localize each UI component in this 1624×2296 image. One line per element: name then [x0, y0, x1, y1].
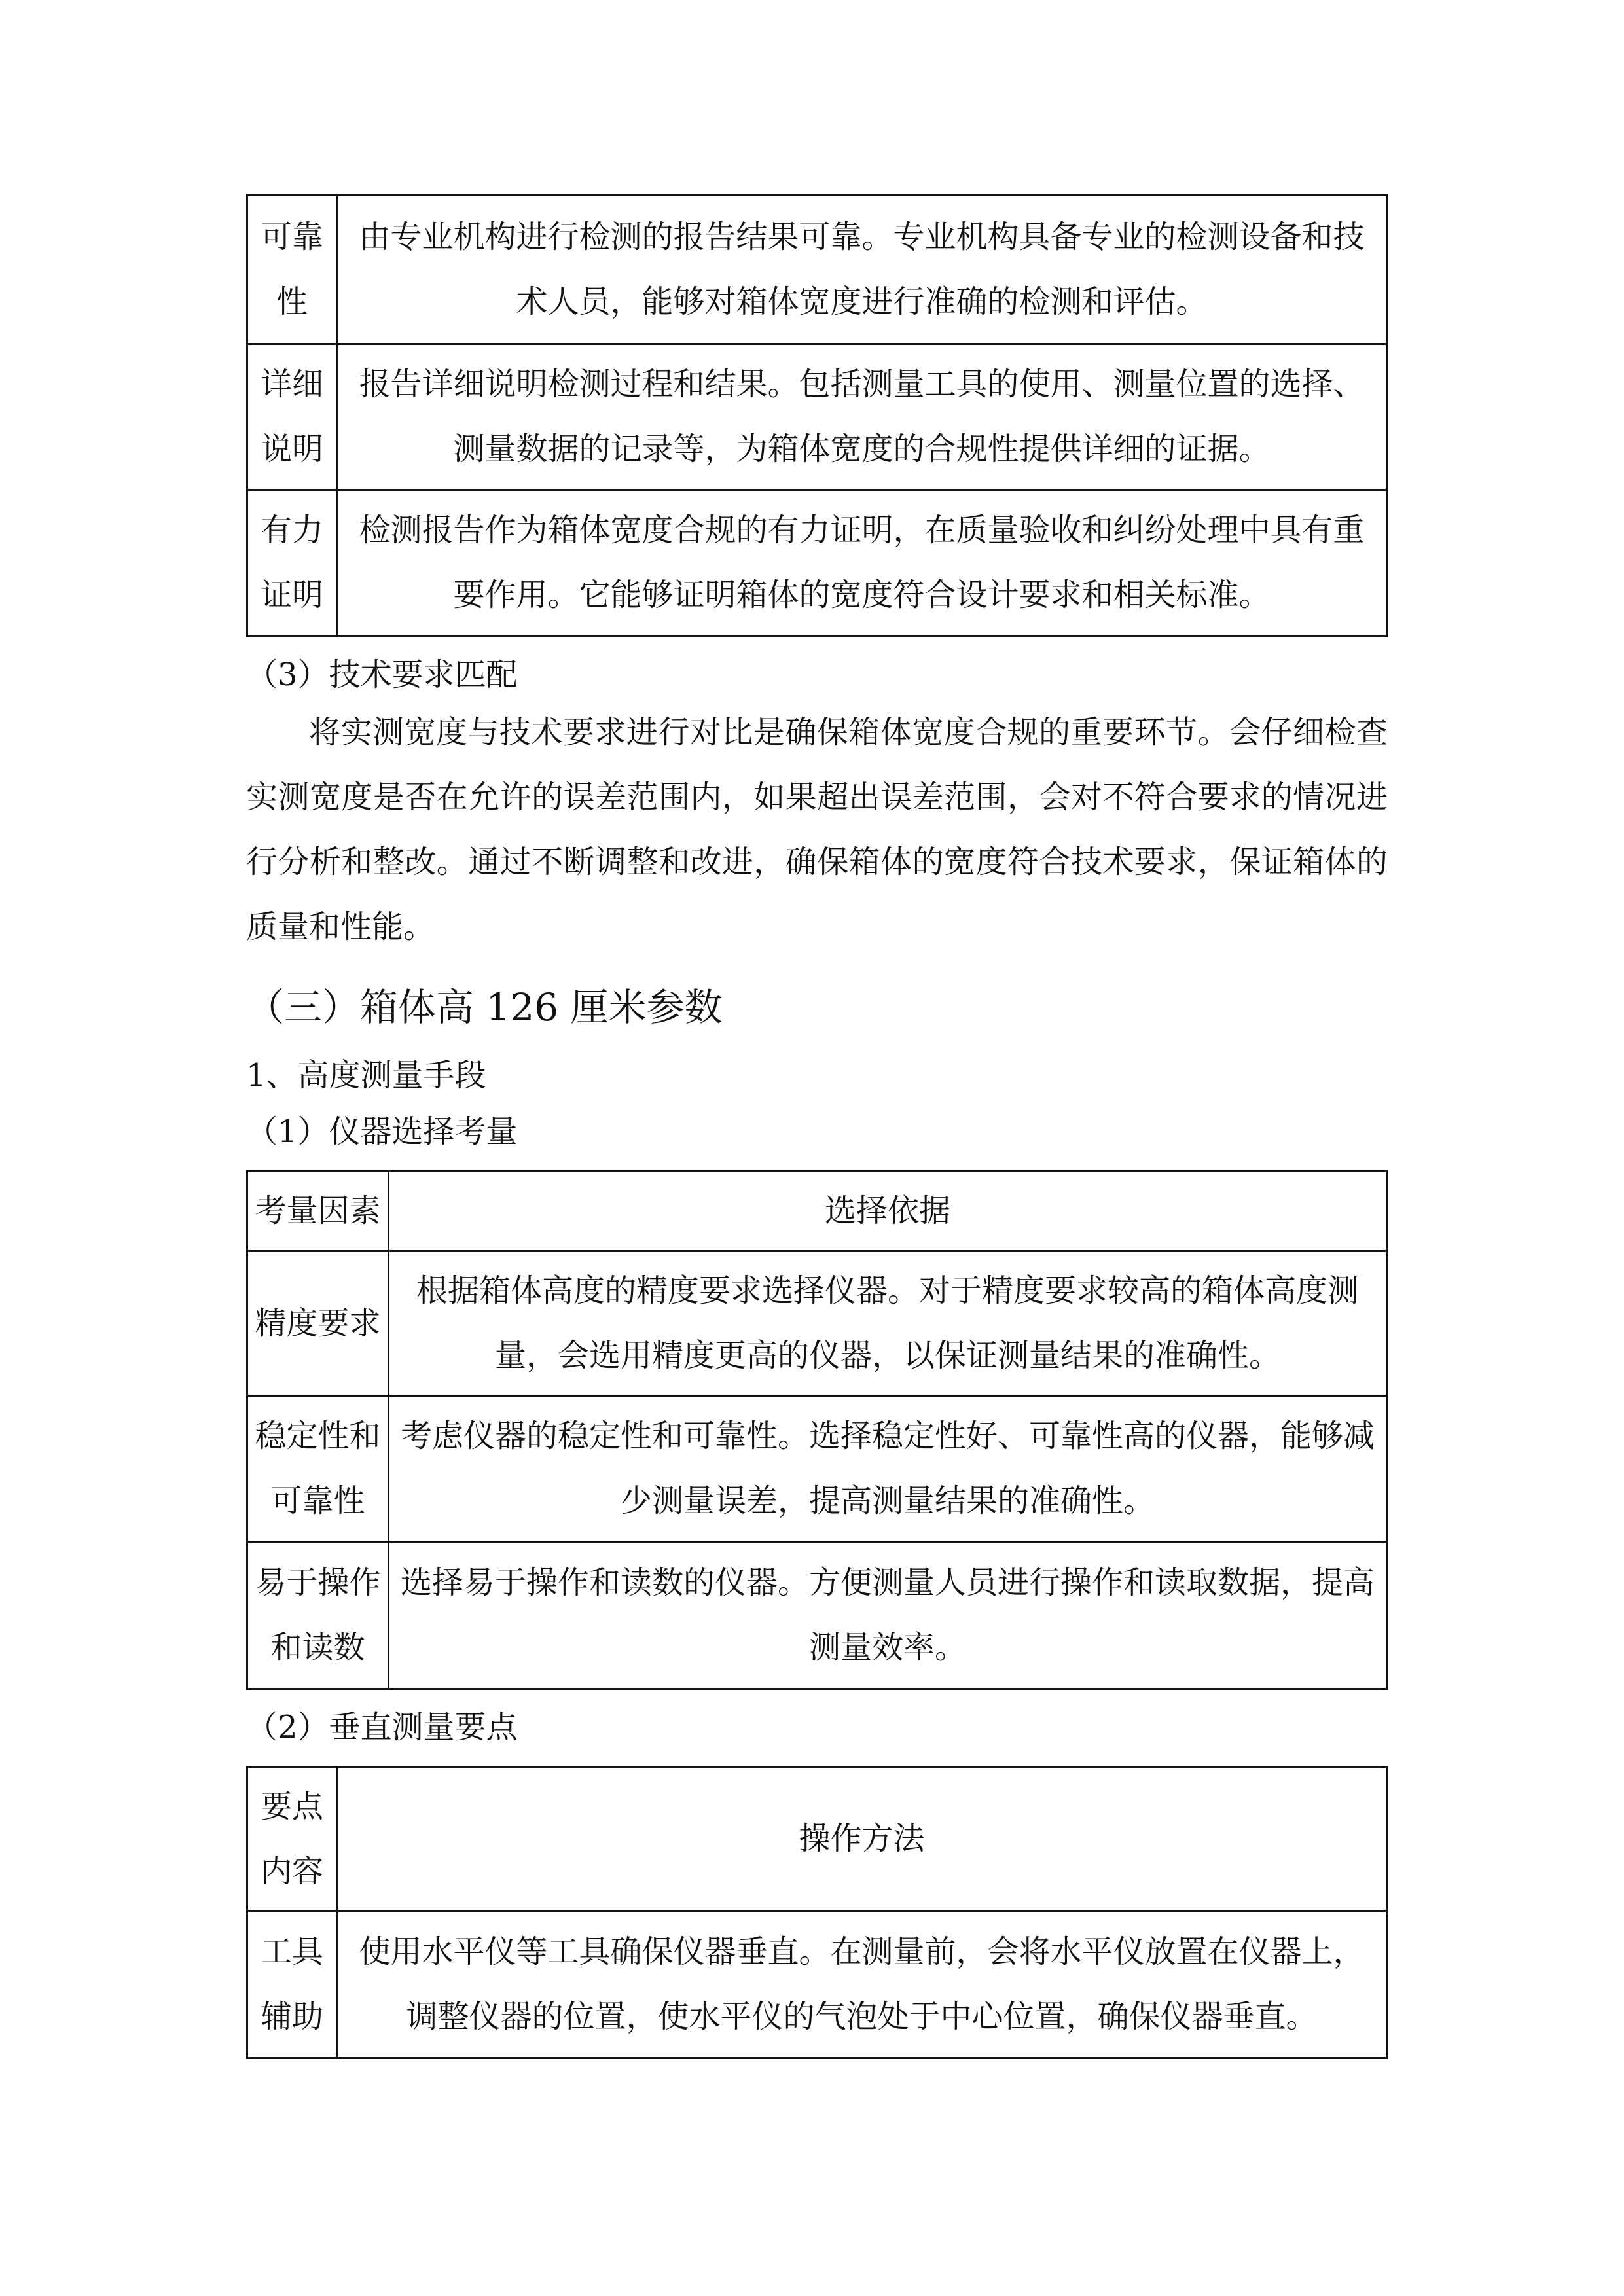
row-label: 可靠性	[247, 196, 337, 344]
row-label: 易于操作和读数	[247, 1542, 389, 1689]
subheading-instrument: （1）仪器选择考量	[246, 1113, 518, 1150]
row-text: 根据箱体高度的精度要求选择仪器。对于精度要求较高的箱体高度测量，会选用精度更高的仪器，以保证测量结果的准确性。	[389, 1251, 1387, 1396]
table-header-row	[247, 1767, 1387, 1911]
subheading-tech-match: （3）技术要求匹配	[246, 656, 518, 693]
table-row	[247, 1911, 1387, 2058]
table-width-report	[246, 194, 1388, 637]
row-label: 详细说明	[247, 344, 337, 490]
row-text: 选择易于操作和读数的仪器。方便测量人员进行操作和读取数据，提高测量效率。	[389, 1542, 1387, 1689]
row-text: 检测报告作为箱体宽度合规的有力证明，在质量验收和纠纷处理中具有重要作用。它能够证明箱体的宽度符合设计要求和相关标准。	[337, 490, 1387, 636]
header-cell: 操作方法	[337, 1767, 1387, 1911]
row-label: 精度要求	[247, 1251, 389, 1396]
row-text: 报告详细说明检测过程和结果。包括测量工具的使用、测量位置的选择、测量数据的记录等，为箱体宽度的合规性提供详细的证据。	[337, 344, 1387, 490]
row-text: 使用水平仪等工具确保仪器垂直。在测量前，会将水平仪放置在仪器上，调整仪器的位置，使水平仪的气泡处于中心位置，确保仪器垂直。	[337, 1911, 1387, 2058]
row-label: 工具辅助	[247, 1911, 337, 2058]
row-text: 考虑仪器的稳定性和可靠性。选择稳定性好、可靠性高的仪器，能够减少测量误差，提高测量结果的准确性。	[389, 1396, 1387, 1542]
header-cell: 选择依据	[389, 1171, 1387, 1251]
row-label: 稳定性和可靠性	[247, 1396, 389, 1542]
header-cell: 考量因素	[247, 1171, 389, 1251]
table-row	[247, 344, 1387, 490]
row-label: 有力证明	[247, 490, 337, 636]
table-header-row	[247, 1171, 1387, 1251]
table-row	[247, 490, 1387, 636]
table-row	[247, 196, 1387, 344]
subsection-heading: 1、高度测量手段	[246, 1057, 486, 1094]
header-cell: 要点内容	[247, 1767, 337, 1911]
table-vertical-measurement	[246, 1766, 1388, 2059]
table-row	[247, 1396, 1387, 1542]
table-instrument-selection	[246, 1170, 1388, 1690]
subheading-vertical: （2）垂直测量要点	[246, 1709, 518, 1746]
paragraph-tech-match: 将实测宽度与技术要求进行对比是确保箱体宽度合规的重要环节。会仔细检查实测宽度是否在允许的误差范围内，如果超出误差范围，会对不符合要求的情况进行分析和整改。通过不断调整和改进，确保箱体的宽度符合技术要求，保证箱体的质量和性能。	[246, 714, 1388, 945]
section-heading: （三）箱体高 126 厘米参数	[246, 985, 723, 1030]
table-row	[247, 1251, 1387, 1396]
table-row	[247, 1542, 1387, 1689]
row-text: 由专业机构进行检测的报告结果可靠。专业机构具备专业的检测设备和技术人员，能够对箱体宽度进行准确的检测和评估。	[337, 196, 1387, 344]
